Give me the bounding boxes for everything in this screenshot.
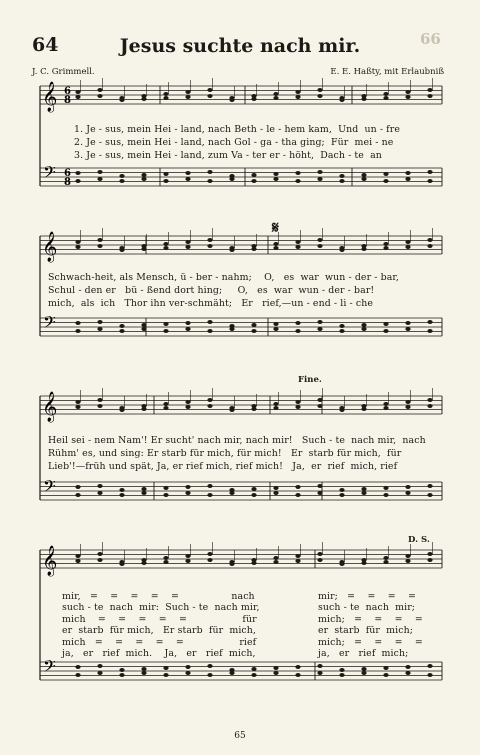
- note-head: [141, 327, 146, 331]
- note-head: [207, 484, 212, 488]
- note-head: [97, 664, 102, 668]
- note-head: [97, 404, 102, 408]
- note-head: [75, 329, 80, 333]
- note-head: [251, 97, 256, 101]
- note-head: [427, 94, 432, 98]
- note-head: [273, 491, 278, 495]
- note-head: [185, 554, 190, 558]
- note-head: [317, 327, 322, 331]
- note-head: [339, 493, 344, 497]
- note-head: [317, 320, 322, 324]
- note-head: [295, 405, 300, 409]
- lyric-line: Heil sei - nem Nam'! Er sucht' nach mir, nach mir! Such - te nach mir, nach: [48, 435, 426, 446]
- note-head: [251, 173, 256, 177]
- note-head: [207, 88, 212, 92]
- note-head: [141, 491, 146, 495]
- note-head: [361, 667, 366, 671]
- note-head: [317, 558, 322, 562]
- note-head: [163, 322, 168, 326]
- note-head: [273, 486, 278, 490]
- note-head: [405, 400, 410, 404]
- note-head: [97, 671, 102, 675]
- note-head: [141, 561, 146, 565]
- note-head: [97, 552, 102, 556]
- note-head: [427, 664, 432, 668]
- note-head: [339, 488, 344, 492]
- note-head: [405, 554, 410, 558]
- note-head: [141, 407, 146, 411]
- note-head: [295, 673, 300, 677]
- note-head: [405, 665, 410, 669]
- note-head: [207, 664, 212, 668]
- note-head: [75, 171, 80, 175]
- note-head: [383, 246, 388, 250]
- bass-clef-icon: 𝄢: [43, 476, 56, 500]
- note-head: [207, 179, 212, 183]
- composer-credit: J. C. Grimmell.: [32, 67, 95, 77]
- note-head: [405, 327, 410, 331]
- note-head: [75, 405, 80, 409]
- note-head: [229, 562, 234, 566]
- note-head: [273, 96, 278, 100]
- note-head: [97, 170, 102, 174]
- note-head: [339, 562, 344, 566]
- note-head: [163, 406, 168, 410]
- note-head: [75, 559, 80, 563]
- note-head: [383, 402, 388, 406]
- note-head: [427, 170, 432, 174]
- note-head: [317, 238, 322, 242]
- lyric-line: mir, = = = = = nach: [62, 591, 255, 602]
- note-head: [427, 320, 432, 324]
- note-head: [361, 177, 366, 181]
- note-head: [163, 402, 168, 406]
- note-head: [251, 561, 256, 565]
- note-head: [163, 172, 168, 176]
- note-head: [97, 177, 102, 181]
- lyric-line: Lieb'!—früh und spät, Ja, er rief mich, rief mich! Ja, er rief mich, rief: [48, 461, 398, 472]
- note-head: [317, 664, 322, 668]
- note-head: [273, 666, 278, 670]
- note-head: [75, 321, 80, 325]
- note-head: [163, 673, 168, 677]
- note-head: [75, 673, 80, 677]
- note-head: [427, 558, 432, 562]
- lyric-line: mich = = = = = für: [62, 614, 257, 625]
- note-head: [405, 559, 410, 563]
- note-head: [75, 240, 80, 244]
- note-head: [163, 246, 168, 250]
- lyric-line: Schwach-heit, als Mensch, ü - ber - nahm; O, es war wun - der - bar,: [48, 272, 400, 283]
- note-head: [207, 558, 212, 562]
- note-head: [383, 493, 388, 497]
- note-head: [207, 404, 212, 408]
- note-head: [405, 240, 410, 244]
- note-head: [119, 329, 124, 333]
- bleed-through-page-number: 66: [420, 30, 441, 48]
- note-head: [97, 491, 102, 495]
- note-head: [141, 667, 146, 671]
- note-head: [251, 329, 256, 333]
- note-head: [207, 320, 212, 324]
- note-head: [427, 179, 432, 183]
- note-head: [295, 179, 300, 183]
- note-head: [75, 485, 80, 489]
- note-head: [163, 666, 168, 670]
- note-head: [185, 240, 190, 244]
- time-signature: 8: [64, 95, 71, 106]
- lyric-line: er starb für mich, Er starb für mich,: [62, 625, 256, 636]
- note-head: [251, 179, 256, 183]
- note-head: [405, 177, 410, 181]
- note-head: [295, 90, 300, 94]
- lyric-line: ja, er rief mich. Ja, er rief mich,: [62, 648, 256, 659]
- note-head: [141, 173, 146, 177]
- note-head: [185, 245, 190, 249]
- lyric-line: Rühm' es, und sing: Er starb für mich, für mich! Er starb für mich, für: [48, 448, 402, 459]
- note-head: [383, 556, 388, 560]
- note-head: [163, 486, 168, 490]
- note-head: [295, 665, 300, 669]
- note-head: [361, 491, 366, 495]
- note-head: [339, 324, 344, 328]
- note-head: [405, 245, 410, 249]
- note-head: [251, 667, 256, 671]
- note-head: [317, 88, 322, 92]
- lyric-line: ja, er rief mich;: [318, 648, 409, 659]
- bass-clef-icon: 𝄢: [43, 656, 56, 680]
- note-head: [339, 329, 344, 333]
- note-head: [97, 484, 102, 488]
- page-footer-number: 65: [234, 731, 246, 741]
- note-head: [383, 96, 388, 100]
- note-head: [405, 491, 410, 495]
- note-head: [383, 172, 388, 176]
- page-number: 64: [32, 34, 59, 56]
- note-head: [97, 244, 102, 248]
- lyric-line: Schul - den er bü - ßend dort hing; O, es war wun - der - bar!: [48, 285, 375, 296]
- note-head: [273, 177, 278, 181]
- note-head: [295, 559, 300, 563]
- note-head: [317, 177, 322, 181]
- note-head: [119, 179, 124, 183]
- treble-clef-icon: 𝄞: [42, 232, 58, 262]
- note-head: [251, 493, 256, 497]
- note-head: [75, 554, 80, 558]
- note-head: [185, 177, 190, 181]
- note-head: [97, 238, 102, 242]
- note-head: [97, 398, 102, 402]
- note-head: [361, 561, 366, 565]
- note-head: [295, 400, 300, 404]
- note-head: [185, 400, 190, 404]
- lyric-line: mich = = = = = rief: [62, 637, 257, 648]
- note-head: [251, 247, 256, 251]
- note-head: [97, 320, 102, 324]
- note-head: [119, 174, 124, 178]
- note-head: [273, 402, 278, 406]
- note-head: [383, 329, 388, 333]
- note-head: [163, 556, 168, 560]
- note-head: [185, 327, 190, 331]
- segno-sign: 𝄋: [272, 218, 279, 237]
- note-head: [339, 408, 344, 412]
- note-head: [163, 493, 168, 497]
- bass-clef-icon: 𝄢: [43, 312, 56, 336]
- note-head: [119, 324, 124, 328]
- note-head: [339, 98, 344, 102]
- note-head: [361, 173, 366, 177]
- note-head: [97, 327, 102, 331]
- note-head: [207, 552, 212, 556]
- note-head: [119, 248, 124, 252]
- time-signature: 8: [64, 177, 71, 188]
- note-head: [383, 486, 388, 490]
- note-head: [207, 244, 212, 248]
- note-head: [207, 398, 212, 402]
- note-head: [75, 179, 80, 183]
- note-head: [273, 327, 278, 331]
- note-head: [273, 671, 278, 675]
- lyric-line: mich; = = = =: [318, 614, 423, 625]
- note-head: [317, 552, 322, 556]
- time-signature: 6: [64, 86, 71, 97]
- note-head: [295, 240, 300, 244]
- note-head: [273, 172, 278, 176]
- note-head: [185, 321, 190, 325]
- treble-clef-icon: 𝄞: [42, 392, 58, 422]
- note-head: [75, 90, 80, 94]
- note-head: [207, 493, 212, 497]
- note-head: [141, 671, 146, 675]
- note-head: [97, 558, 102, 562]
- note-head: [163, 96, 168, 100]
- note-head: [405, 671, 410, 675]
- lyric-line: such - te nach mir;: [318, 602, 416, 613]
- note-head: [295, 329, 300, 333]
- note-head: [317, 94, 322, 98]
- note-head: [185, 405, 190, 409]
- note-head: [295, 485, 300, 489]
- note-head: [295, 493, 300, 497]
- note-head: [317, 671, 322, 675]
- note-head: [383, 242, 388, 246]
- note-head: [229, 671, 234, 675]
- note-head: [119, 493, 124, 497]
- note-head: [141, 487, 146, 491]
- note-head: [185, 485, 190, 489]
- treble-clef-icon: 𝄞: [42, 82, 58, 112]
- lyric-line: mir; = = = =: [318, 591, 416, 602]
- note-head: [383, 673, 388, 677]
- note-head: [295, 95, 300, 99]
- note-head: [141, 247, 146, 251]
- note-head: [75, 95, 80, 99]
- note-head: [251, 323, 256, 327]
- note-head: [405, 95, 410, 99]
- note-head: [427, 329, 432, 333]
- hymn-title: Jesus suchte nach mir.: [119, 35, 361, 57]
- note-head: [427, 244, 432, 248]
- note-head: [97, 88, 102, 92]
- note-head: [141, 323, 146, 327]
- note-head: [75, 400, 80, 404]
- note-head: [339, 673, 344, 677]
- note-head: [317, 404, 322, 408]
- note-head: [361, 323, 366, 327]
- note-head: [229, 98, 234, 102]
- note-head: [383, 560, 388, 564]
- note-head: [273, 556, 278, 560]
- note-head: [163, 329, 168, 333]
- note-head: [295, 171, 300, 175]
- time-signature: 6: [64, 168, 71, 179]
- note-head: [317, 244, 322, 248]
- note-head: [163, 560, 168, 564]
- note-head: [229, 177, 234, 181]
- note-head: [383, 406, 388, 410]
- note-head: [405, 90, 410, 94]
- note-head: [317, 170, 322, 174]
- note-head: [141, 97, 146, 101]
- note-head: [185, 559, 190, 563]
- lyric-line: 1. Je - sus, mein Hei - land, nach Beth - le - hem kam, Und un - fre: [74, 124, 400, 135]
- note-head: [273, 246, 278, 250]
- note-head: [119, 562, 124, 566]
- note-head: [185, 671, 190, 675]
- note-head: [185, 665, 190, 669]
- note-head: [317, 484, 322, 488]
- note-head: [185, 491, 190, 495]
- note-head: [361, 247, 366, 251]
- note-head: [207, 238, 212, 242]
- note-head: [119, 98, 124, 102]
- note-head: [251, 673, 256, 677]
- note-head: [75, 245, 80, 249]
- note-head: [97, 94, 102, 98]
- author-credit: E. E. Haßty, mit Erlaubniß: [330, 67, 444, 77]
- note-head: [339, 174, 344, 178]
- note-head: [383, 92, 388, 96]
- note-head: [427, 238, 432, 242]
- note-head: [361, 671, 366, 675]
- note-head: [119, 673, 124, 677]
- note-head: [185, 171, 190, 175]
- note-head: [339, 668, 344, 672]
- note-head: [119, 488, 124, 492]
- note-head: [405, 485, 410, 489]
- note-head: [427, 484, 432, 488]
- note-head: [119, 668, 124, 672]
- note-head: [361, 407, 366, 411]
- note-head: [427, 493, 432, 497]
- note-head: [361, 487, 366, 491]
- fine-marker: Fine.: [298, 375, 322, 385]
- lyric-line: mich, als ich Thor ihn ver-schmäht; Er rief,—un - end - li - che: [48, 298, 373, 309]
- note-head: [163, 242, 168, 246]
- note-head: [405, 405, 410, 409]
- note-head: [273, 322, 278, 326]
- note-head: [163, 179, 168, 183]
- lyric-line: mich; = = = =: [318, 637, 423, 648]
- note-head: [229, 327, 234, 331]
- note-head: [207, 329, 212, 333]
- lyric-line: such - te nach mir: Such - te nach mir,: [62, 602, 260, 613]
- note-head: [361, 327, 366, 331]
- note-head: [273, 406, 278, 410]
- note-head: [295, 321, 300, 325]
- note-head: [75, 493, 80, 497]
- note-head: [427, 88, 432, 92]
- note-head: [383, 322, 388, 326]
- note-head: [141, 177, 146, 181]
- bass-clef-icon: 𝄢: [43, 162, 56, 186]
- note-head: [405, 171, 410, 175]
- note-head: [317, 491, 322, 495]
- note-head: [295, 554, 300, 558]
- note-head: [361, 97, 366, 101]
- note-head: [317, 398, 322, 402]
- lyric-line: 3. Je - sus, mein Hei - land, zum Va - ter er - höht, Dach - te an: [74, 150, 382, 161]
- note-head: [163, 92, 168, 96]
- note-head: [75, 665, 80, 669]
- note-head: [427, 404, 432, 408]
- note-head: [229, 248, 234, 252]
- note-head: [383, 179, 388, 183]
- note-head: [251, 407, 256, 411]
- ds-marker: D. S.: [408, 535, 430, 545]
- note-head: [251, 487, 256, 491]
- note-head: [383, 666, 388, 670]
- note-head: [273, 92, 278, 96]
- note-head: [295, 245, 300, 249]
- lyric-line: 2. Je - sus, mein Hei - land, nach Gol - ga - tha ging; Für mei - ne: [74, 137, 394, 148]
- note-head: [273, 242, 278, 246]
- note-head: [339, 248, 344, 252]
- lyric-line: er starb für mich;: [318, 625, 413, 636]
- note-head: [273, 560, 278, 564]
- note-head: [427, 552, 432, 556]
- note-head: [185, 95, 190, 99]
- note-head: [207, 673, 212, 677]
- note-head: [207, 170, 212, 174]
- note-head: [229, 408, 234, 412]
- treble-clef-icon: 𝄞: [42, 546, 58, 576]
- note-head: [405, 321, 410, 325]
- note-head: [339, 179, 344, 183]
- note-head: [119, 408, 124, 412]
- note-head: [185, 90, 190, 94]
- note-head: [207, 94, 212, 98]
- note-head: [427, 673, 432, 677]
- note-head: [229, 491, 234, 495]
- note-head: [427, 398, 432, 402]
